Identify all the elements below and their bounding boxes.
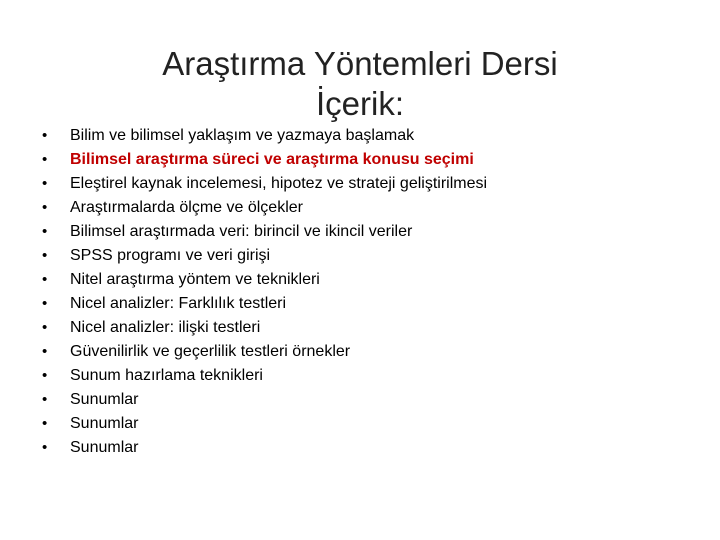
bullet-icon: • [42,343,48,360]
content-item [42,364,702,388]
content-item-text: Sunum hazırlama teknikleri [70,367,263,384]
content-item-text: Nicel analizler: ilişki testleri [70,319,261,336]
content-item-text: Araştırmalarda ölçme ve ölçekler [70,199,303,216]
content-item [42,436,702,460]
bullet-icon: • [42,319,48,336]
content-item-text: Sunumlar [70,415,139,432]
content-list [42,124,702,460]
content-item-text: SPSS programı ve veri girişi [70,247,271,264]
content-item-text: Nitel araştırma yöntem ve teknikleri [70,271,320,288]
bullet-icon: • [42,247,48,264]
content-item-text: Sunumlar [70,391,139,408]
bullet-icon: • [42,223,48,240]
content-item [42,124,702,148]
content-item-text: Nicel analizler: Farklılık testleri [70,295,287,312]
bullet-icon: • [42,295,48,312]
content-item [42,268,702,292]
content-item [42,172,702,196]
content-item-text: Güvenilirlik ve geçerlilik testleri örnekler [70,343,351,360]
bullet-icon: • [42,391,48,408]
slide-title-line-2: İçerik: [315,85,404,123]
content-item [42,292,702,316]
content-item [42,244,702,268]
content-item [42,316,702,340]
content-item-highlighted [42,148,702,172]
bullet-icon: • [42,439,48,456]
content-item [42,412,702,436]
content-item [42,340,702,364]
bullet-icon: • [42,271,48,288]
slide-title [60,44,660,124]
content-item-text: Bilimsel araştırmada veri: birincil ve ikincil veriler [70,223,413,240]
content-item-text: Sunumlar [70,439,139,456]
bullet-icon: • [42,127,48,144]
content-item [42,388,702,412]
bullet-icon: • [42,415,48,432]
bullet-icon: • [42,199,48,216]
content-item-text: Bilim ve bilimsel yaklaşım ve yazmaya başlamak [70,127,415,144]
bullet-icon: • [42,175,48,192]
slide-title-line-1: Araştırma Yöntemleri Dersi [162,45,558,83]
content-item [42,220,702,244]
bullet-icon: • [42,367,48,384]
bullet-icon: • [42,151,48,168]
content-item-text: Eleştirel kaynak incelemesi, hipotez ve strateji geliştirilmesi [70,175,488,192]
content-item [42,196,702,220]
content-item-text: Bilimsel araştırma süreci ve araştırma konusu seçimi [70,151,474,168]
